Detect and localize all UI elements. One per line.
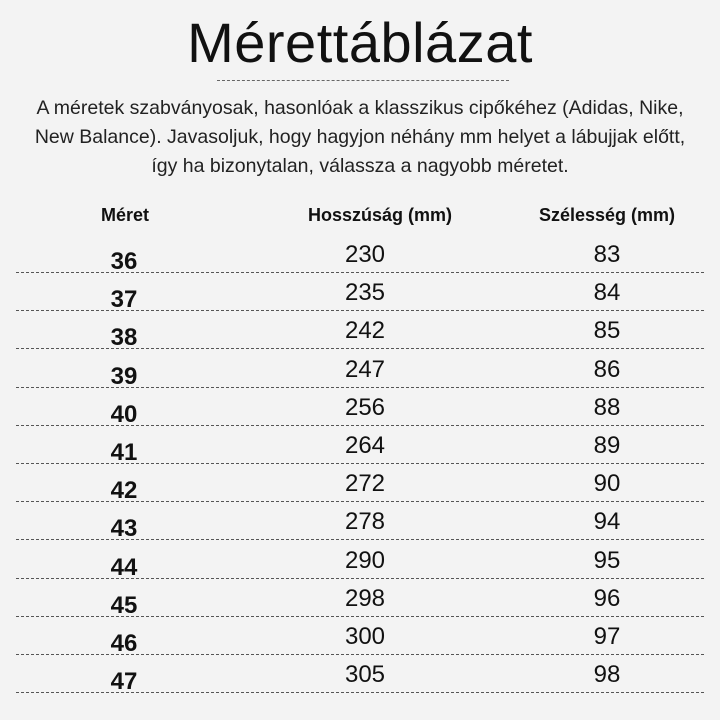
row-divider (16, 654, 704, 655)
cell-size: 37 (110, 286, 138, 314)
cell-length: 305 (344, 661, 386, 689)
cell-length: 242 (344, 317, 386, 345)
cell-width: 86 (593, 355, 621, 383)
row-divider (16, 578, 704, 579)
cell-size: 46 (110, 630, 138, 657)
row-divider (16, 616, 704, 617)
cell-size: 39 (110, 362, 138, 390)
row-divider (16, 501, 704, 502)
cell-length: 235 (344, 279, 386, 307)
cell-length: 256 (344, 393, 386, 421)
table-row (0, 660, 720, 698)
cell-size: 36 (110, 248, 138, 275)
page-title: Mérettáblázat (187, 11, 533, 74)
row-divider (16, 692, 704, 693)
table-row (0, 431, 720, 469)
header-length: Hosszúság (mm) (307, 205, 453, 225)
header-size: Méret (100, 205, 149, 225)
table-row (0, 507, 720, 545)
cell-size: 41 (110, 439, 138, 466)
table-row (0, 584, 720, 622)
table-row (0, 355, 720, 393)
cell-size: 42 (110, 477, 138, 505)
cell-width: 89 (593, 432, 621, 459)
cell-width: 85 (593, 317, 621, 345)
cell-width: 97 (593, 623, 621, 650)
cell-size: 47 (110, 668, 138, 696)
cell-length: 230 (344, 241, 386, 268)
row-divider (16, 463, 704, 464)
table-row (0, 393, 720, 431)
cell-width: 88 (593, 393, 621, 421)
row-divider (16, 425, 704, 426)
cell-width: 95 (593, 546, 621, 574)
title-divider (217, 80, 509, 81)
row-divider (16, 539, 704, 540)
cell-size: 43 (110, 515, 138, 543)
cell-length: 290 (344, 546, 386, 574)
row-divider (16, 387, 704, 388)
header-width: Szélesség (mm) (538, 205, 676, 225)
cell-width: 90 (593, 470, 621, 498)
cell-width: 83 (593, 241, 621, 268)
cell-width: 94 (593, 508, 621, 536)
table-row (0, 622, 720, 660)
cell-width: 84 (593, 279, 621, 307)
cell-length: 298 (344, 584, 386, 612)
cell-length: 247 (344, 355, 386, 383)
cell-size: 38 (110, 324, 138, 352)
cell-width: 98 (593, 661, 621, 689)
row-divider (16, 348, 704, 349)
row-divider (16, 272, 704, 273)
table-row (0, 469, 720, 507)
cell-size: 45 (110, 591, 138, 619)
row-divider (16, 310, 704, 311)
table-row (0, 316, 720, 354)
cell-size: 44 (110, 553, 138, 581)
cell-length: 264 (344, 432, 386, 459)
table-row (0, 278, 720, 316)
cell-size: 40 (110, 400, 138, 428)
table-row (0, 240, 720, 278)
cell-length: 272 (344, 470, 386, 498)
cell-width: 96 (593, 584, 621, 612)
cell-length: 300 (344, 623, 386, 650)
intro-text: A méretek szabványosak, hasonlóak a klasszikus cipőkéhez (Adidas, Nike, New Balance). Javasoljuk, hogy hagyjon néhány mm helyet a lábujjak előtt, így ha bizonytalan, válassza a nagyobb méretet. (34, 97, 686, 177)
table-row (0, 546, 720, 584)
cell-length: 278 (344, 508, 386, 536)
